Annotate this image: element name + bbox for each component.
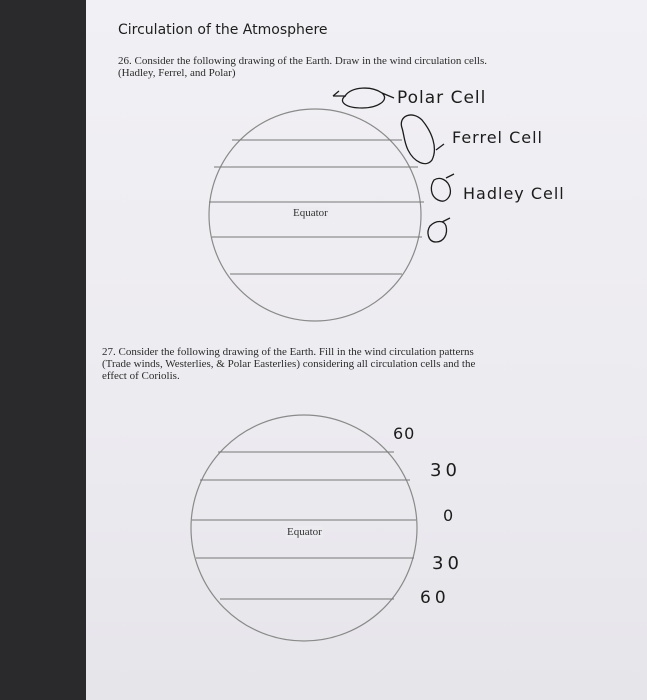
question-27 [102, 346, 552, 382]
handwritten-lat-30-top: 30 [430, 460, 461, 481]
handwritten-cell-loops [333, 88, 454, 242]
question-26-line-2: (Hadley, Ferrel, and Polar) [118, 67, 236, 79]
hadley-cell-loop-south [428, 218, 450, 242]
handwritten-lat-60-top: 60 [393, 424, 416, 443]
handwritten-hadley-cell: Hadley Cell [463, 184, 565, 203]
handwritten-ferrel-cell: Ferrel Cell [452, 128, 543, 147]
question-27-line-3: effect of Coriolis. [102, 370, 180, 382]
handwritten-lat-0: 0 [443, 506, 455, 525]
question-26-line-1: 26. Consider the following drawing of the Earth. Draw in the wind circulation cells. [118, 55, 488, 67]
question-27-line-1: 27. Consider the following drawing of the Earth. Fill in the wind circulation patterns [102, 346, 474, 358]
handwritten-lat-30-bottom: 30 [432, 553, 463, 574]
handwritten-polar-cell: Polar Cell [397, 88, 487, 108]
polar-cell-loop [333, 88, 394, 108]
hadley-cell-loop-north [431, 174, 454, 201]
handwritten-lat-60-bottom: 60 [420, 588, 450, 608]
equator-label-1: Equator [293, 207, 328, 219]
question-27-line-2: (Trade winds, Westerlies, & Polar Easterlies) considering all circulation cells and the [102, 358, 476, 370]
page-title: Circulation of the Atmosphere [118, 22, 328, 38]
equator-label-2: Equator [287, 526, 322, 538]
ferrel-cell-loop [401, 115, 444, 164]
